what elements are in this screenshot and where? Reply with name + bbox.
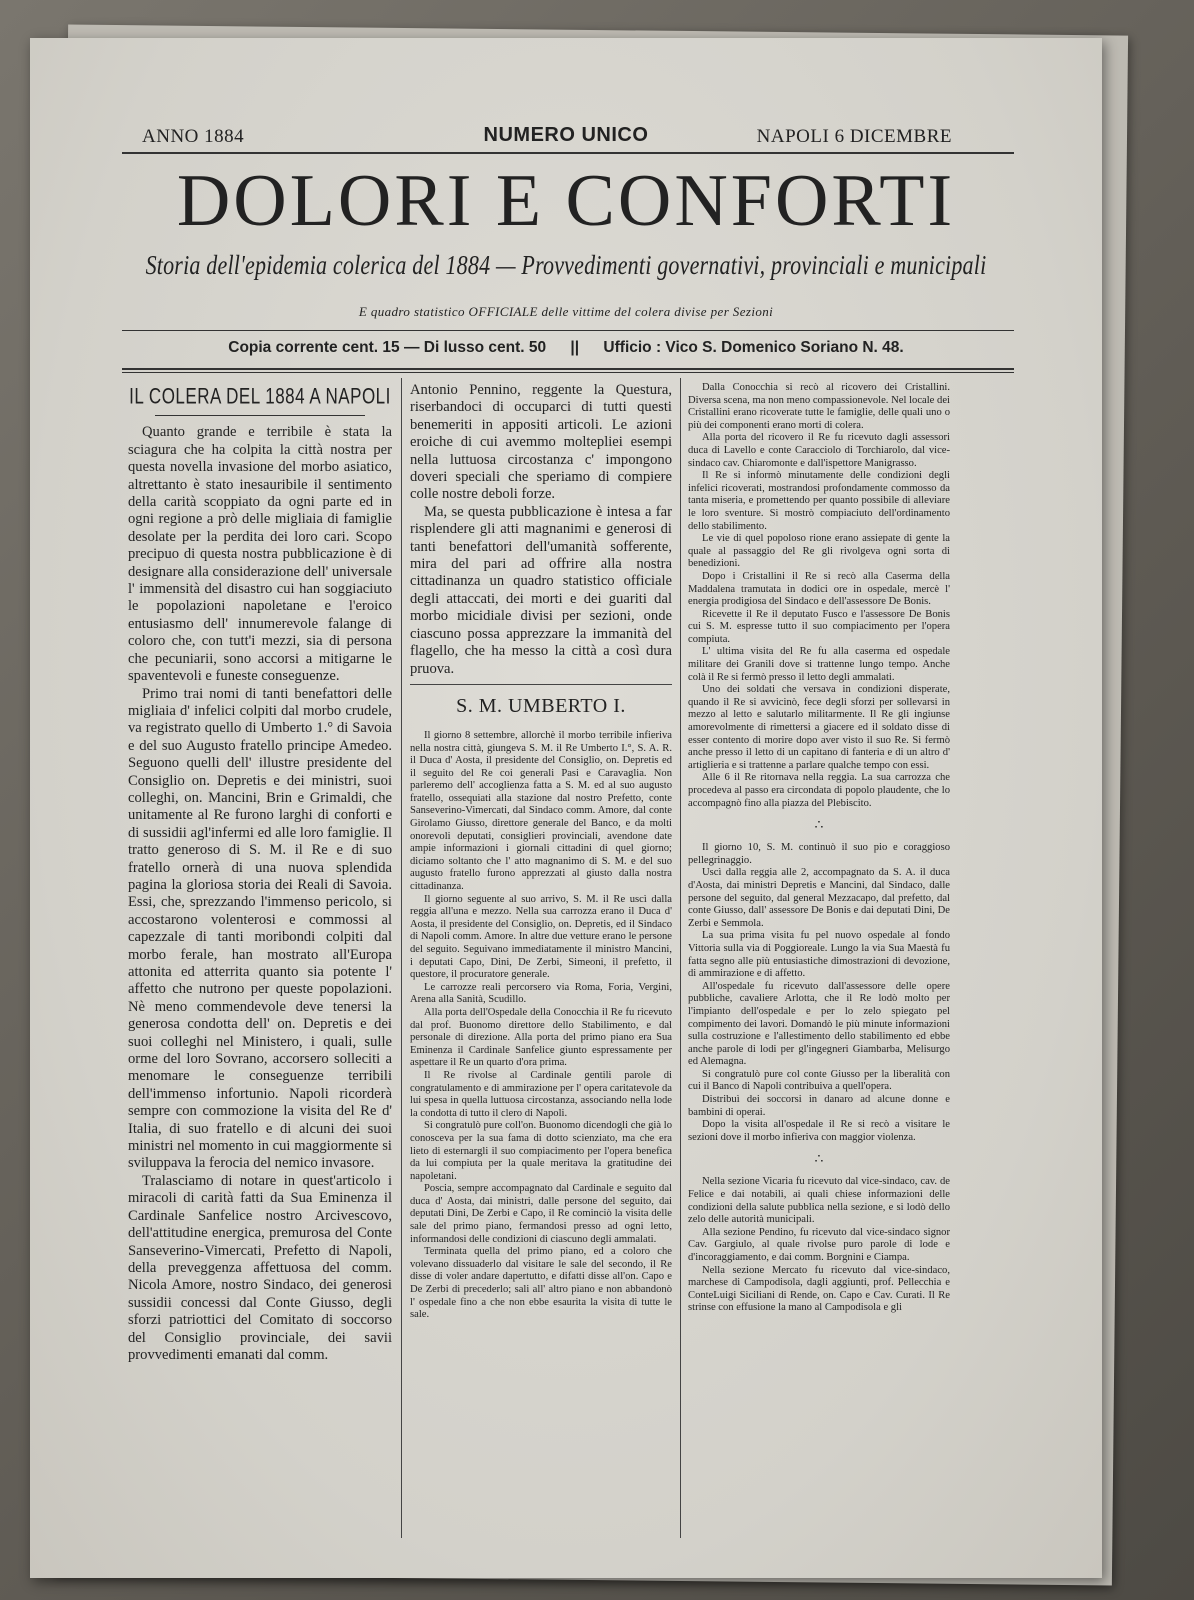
section-star-divider: ∴: [814, 818, 824, 834]
article-separator: [410, 684, 672, 685]
article-paragraph: Tralasciamo di notare in quest'articolo i miracoli di carità fatti da Sua Eminenza il Cardinale Sanfelice nostro Arcivescovo, dell'attitudine energica, premurosa del Conte Sanseverino-Vimercati, Prefetto di Napoli, della preveggenza affettuosa del comm. Nicola Amore, nostro Sindaco, dei generosi sussidii concessi dal Conte Giusso, degli sforzi patriottici del Comitato di soccorso del Consiglio provinciale, dei savii provvedimenti emanati dal comm.: [128, 1172, 392, 1363]
article-paragraph: Antonio Pennino, reggente la Questura, riserbandoci di occuparci di tutti questi benemeriti in appositi articoli. Le azioni eroiche di cui avemmo moltepliei esempi nella luttuosa circostanza c' impongono doveri speciali che speriamo di compiere colle nostre deboli forze.: [410, 382, 672, 503]
article-paragraph: Alla porta dell'Ospedale della Conocchia il Re fu ricevuto dal prof. Buonomo direttore dello Stabilimento, e dal personale di direzione. Alla porta del primo piano era Sua Eminenza il Cardinale Sanfelice giunto espressamente per aspettare il Re un quarto d'ora prima.: [410, 1006, 672, 1069]
article-paragraph: Distribuì dei soccorsi in danaro ad alcune donne e bambini di operai.: [688, 1094, 950, 1118]
article-paragraph: Alle 6 il Re ritornava nella reggia. La sua carrozza che procedeva al passo era circondata di popolo plaudente, che lo accompagnò fino alla piazza del Plebiscito.: [688, 772, 950, 809]
column-1: [128, 382, 392, 1542]
article-paragraph: Ma, se questa pubblicazione è intesa a far risplendere gli atti magnanimi e generosi di tanti benefattori dell'umanità sofferente, mira del pari ad offrire alla nostra cittadinanza un quadro statistico officiale degli attaccati, dei morti e dei guariti dal morbo micidiale divisi per sezioni, onde ciascuno possa apprezzare la immanità del flagello, che ha messo la città a così dura pruova.: [410, 503, 672, 677]
article-paragraph: Primo trai nomi di tanti benefattori delle migliaia d' infelici colpiti dal morbo crudele, va registrato quello di Umberto 1.° di Savoia e del suo Augusto fratello principe Amedeo. Seguono quelli dell' illustre presidente del Consiglio on. Depretis e dei ministri, suoi colleghi, on. Mancini, Brin e Grimaldi, che unitamente al Re furono larghi di conforti e di sussidii agl'infermi ed alle loro famiglie. Il tratto generoso di S. M. il Re e di suo fratello ornerà di una nuova splendida pagina la gloriosa storia dei Reali di Savoia. Essi, che, sprezzando l'immenso pericolo, si accostarono volenterosi e commossi al capezzale di tanti moribondi colpiti dal morbo ferale, han mostrato all'Europa attonita ed atterrita quanto sia potente l' affetto che nutrono per queste popolazioni. Nè meno commendevole deve tenersi la generosa condotta dell' on. Depretis e dei suoi colleghi nel Ministero, i quali, sulle orme del loro Sovrano, accorsero solleciti a menomare le conseguenze terribili dell'immenso infortunio. Napoli ricorderà sempre con commozione la visita del Re d' Italia, di suo fratello e di alcuni dei suoi ministri nel momento in cui maggiormente si sviluppava la ferocia del nemico invasore.: [128, 685, 392, 1172]
newspaper-subtitle: Storia dell'epidemia colerica del 1884 — Provvedimenti governativi, provinciali e municipali: [145, 248, 987, 280]
article-paragraph: Dopo la visita all'ospedale il Re si recò a visitare le sezioni dove il morbo infieriva con maggior violenza.: [688, 1119, 950, 1143]
masthead-top-rule: [122, 152, 1014, 154]
article-paragraph: Dopo i Cristallini il Re si recò alla Caserma della Maddalena tramutata in dodici ore in ospedale, mercè l' energia prodigiosa del Sindaco e dell'assessore De Bonis.: [688, 570, 950, 608]
section-star-divider: ∴: [814, 1152, 824, 1168]
article-paragraph: Uscì dalla reggia alle 2, accompagnato da S. A. il duca d'Aosta, dai ministri Depretis e Mancini, dal Sindaco, dalle persone del seguito, dal general Mezzacapo, dal prefetto, dal conte Giusso, dall' assessore De Bonis e dai deputati Dini, De Zerbi e Semmola.: [688, 867, 950, 929]
info-top-rule: [122, 330, 1014, 331]
article-paragraph: Il Re rivolse al Cardinale gentili parole di congratulamento e di ammirazione per l' opera caritatevole da lui spesa in quella luttuosa circostanza, associando nella lode la condotta di tutto il clero di Napoli.: [410, 1069, 672, 1119]
article-heading-umberto: S. M. UMBERTO I.: [456, 694, 626, 717]
article-paragraph: Il giorno seguente al suo arrivo, S. M. il Re uscì dalla reggia all'una e mezzo. Nella sua carrozza erano il Duca d' Aosta, il presidente del Consiglio, on. Depretis, ed il Sindaco di Napoli comm. Amore. In altre due vetture erano le persone del seguito. Seguivano immediatamente il ministro Mancini, i deputati Capo, Dini, De Zerbi, Simeoni, il prefetto, il questore, il procuratore generale.: [410, 893, 672, 981]
column-3: [688, 382, 950, 1567]
article-paragraph: Ricevette il Re il deputato Fusco e l'assessore De Bonis cui S. M. espresse tutto il suo compiacimento per l'opera compiuta.: [688, 608, 950, 645]
article-paragraph: Si congratulò pure col conte Giusso per la liberalità con cui il Banco di Napoli contribuiva a quell'opera.: [688, 1068, 950, 1093]
article-umberto-body: [410, 730, 672, 1322]
info-bottom-rule: [122, 368, 1014, 370]
price-office-line: [30, 339, 1102, 357]
heading-underline: [155, 415, 365, 416]
article-paragraph: L' ultima visita del Re fu alla caserma ed ospedale militare dei Granili dove si trattenne lungo tempo. Anche colà il Re si fermò presso il letto degli ammalati.: [688, 646, 950, 683]
article-paragraph: All'ospedale fu ricevuto dall'assessore delle opere pubbliche, cavaliere Arlotta, che il Re lodò molto per l'impianto dell'ospedale e per lo zelo spiegato pel compimento dei lavori. Domandò le più minute informazioni sulla costruzione e l'allestimento dello stabilimento ed ebbe anche parole di lodi per gl'ingegneri Giambarba, Melisurgo ed Alemagna.: [688, 980, 950, 1068]
column-rule-2: [680, 378, 681, 1538]
article-paragraph: Le vie di quel popoloso rione erano assiepate di gente la quale al passaggio del Re gli rivolgeva ogni sorta di benedizioni.: [688, 533, 950, 570]
newspaper-page: [30, 38, 1102, 1578]
article-paragraph: Poscia, sempre accompagnato dal Cardinale e seguito dal duca d' Aosta, dai ministri, dalle persone del seguito, dai deputati Dini, De Zerbi e Capo, il Re cominciò la visita delle sale del primo piano, fermandosi presso ad ogni letto, informandosi delle condizioni di ciascuno degli ammalati.: [410, 1183, 672, 1245]
column-rule-1: [401, 378, 402, 1538]
issue-year: ANNO 1884: [142, 126, 245, 147]
info-divider: ||: [570, 339, 580, 356]
article-paragraph: Il giorno 8 settembre, allorchè il morbo terribile infieriva nella nostra città, giungeva S. M. il Re Umberto I.°, S. A. R. il Duca d' Aosta, il presidente del Consiglio, on. Depretis ed il seguito del Re coi generali Pasi e Caravaglia. Non parleremo dell' accoglienza fatta a S. M. ed al suo augusto fratello, ossequiati alla stazione dal nostro Prefetto, conte Sanseverino-Vimercati, dal Sindaco comm. Amore, dal conte Girolamo Giusso, direttore generale del Banco, e da molti onorevoli deputati, consiglieri provinciali, avendone date ampie informazioni i giornali cittadini di quel giorno; diciamo soltanto che l' atto magnanimo di S. M. e del suo augusto fratello furono apprezzati al giusto dalla nostra cittadinanza.: [410, 729, 672, 893]
article-paragraph: Dalla Conocchia si recò al ricovero dei Cristallini. Diversa scena, ma non meno compassionevole. Nel locale dei Cristallini erano ricoverate tutte le famiglie, delle quali uno o più dei componenti erano morti di colera.: [688, 382, 950, 431]
price-text: Copia corrente cent. 15 — Di lusso cent. 50: [228, 339, 547, 356]
article-paragraph: Il giorno 10, S. M. continuò il suo pio e coraggioso pellegrinaggio.: [688, 842, 950, 866]
article-paragraph: Alla sezione Pendino, fu ricevuto dal vice-sindaco signor Cav. Gargiulo, al quale rivolse puro parole di lode e d'incoraggiamento, e dai comm. Borgnini e Ciampa.: [688, 1226, 950, 1263]
newspaper-title: DOLORI E CONFORTI: [176, 160, 956, 242]
article-heading-colera: IL COLERA DEL 1884 A NAPOLI: [129, 384, 391, 409]
article-paragraph: Nella sezione Vicaria fu ricevuto dal vice-sindaco, cav. de Felice e dai notabili, ai quali chiese informazioni delle condizioni della salute pubblica nella sezione, e si lodò dello zelo delle autorità municipali.: [688, 1176, 950, 1226]
info-bottom-rule-thin: [122, 372, 1014, 373]
issue-date: NAPOLI 6 DICEMBRE: [756, 126, 952, 147]
article-continuation: [410, 382, 672, 678]
article-paragraph: Le carrozze reali percorsero via Roma, Foria, Vergini, Arena alla Sanità, Scudillo.: [410, 981, 672, 1006]
article-paragraph: Il Re si informò minutamente delle condizioni degli infelici ricoverati, mostrandosi profondamente commosso da tanta miseria, e promettendo per quanto possibile di alleviare le loro sventure. Si mostrò compiaciuto dell'ordinamento dello stabilimento.: [688, 470, 950, 532]
newspaper-subtitle-secondary: E quadro statistico OFFICIALE delle vittime del colera divise per Sezioni: [358, 304, 774, 319]
article-paragraph: Terminata quella del primo piano, ed a coloro che volevano dissuaderlo dal visitare le sale del secondo, il Re disse di voler andare dapertutto, e difatti disse all'on. Capo e De Zerbi di precederlo; sali all' altro piano e non abbandonò l' ospedale fino a che non ebbe esaurita la visita di tutte le sale.: [410, 1246, 672, 1321]
office-address: Ufficio : Vico S. Domenico Soriano N. 48.: [603, 339, 904, 356]
article-paragraph: Alla porta del ricovero il Re fu ricevuto dagli assessori duca di Lavello e conte Caracciolo di Torchiarolo, dal vice-sindaco cav. Chiaromonte e dall'ispettore Manigrasso.: [688, 432, 950, 469]
article-paragraph: Nella sezione Mercato fu ricevuto dal vice-sindaco, marchese di Campodisola, dagli aggiunti, prof. Pellecchia e ConteLuigi Siciliani di Rende, on. Capo e Cav. Curati. Il Re strinse con effusione la mano al Campodisola e gli: [688, 1264, 950, 1314]
article-paragraph: Uno dei soldati che versava in condizioni disperate, quando il Re si avvicinò, fece degli sforzi per sollevarsi in mezzo al letto e salutarlo militarmente. Il Re gli ingiunse amorevolmente di rimettersi a giacere ed il soldato disse di esser contento di morire dopo aver visto il suo Re. Si fermò anche presso il letto di un capitano di fanteria e di un altro d' artiglieria e si trattenne a parlare qualche tempo con essi.: [688, 684, 950, 771]
issue-number: NUMERO UNICO: [483, 124, 649, 146]
article-paragraph: La sua prima visita fu pel nuovo ospedale al fondo Vittoria sulla via di Poggioreale. Lungo la via Sua Maestà fu fatta segno alle più entusiastiche dimostrazioni di devozione, di ammirazione e di affetto.: [688, 930, 950, 980]
article-paragraph: Quanto grande e terribile è stata la sciagura che ha colpita la città nostra per questa novella invasione del morbo asiatico, altrettanto è stato inesauribile il sentimento della carità scoppiato da ogni parte ed in ogni regione a prò delle migliaia di famiglie desolate per la perdita dei loro cari. Scopo precipuo di questa nostra pubblicazione è di designare alla considerazione dell' universale l' immensità del disastro cui han soggiaciuto le popolazioni napoletane e l'eroico entusiasmo dell' innumerevole falange di coloro che, con tutt'i mezzi, sia di persona che pecuniarii, sono accorsi a mitigarne le spaventevoli e funeste conseguenze.: [128, 424, 392, 685]
article-paragraph: Si congratulò pure coll'on. Buonomo dicendogli che già lo conosceva per la sua fama di dotto scienziato, ma che era lieto di esternargli il suo compiacimento per l'opera benefica da lui compiuta per la quale meritava la gratitudine dei napoletani.: [410, 1120, 672, 1182]
column-2: [410, 382, 672, 1522]
